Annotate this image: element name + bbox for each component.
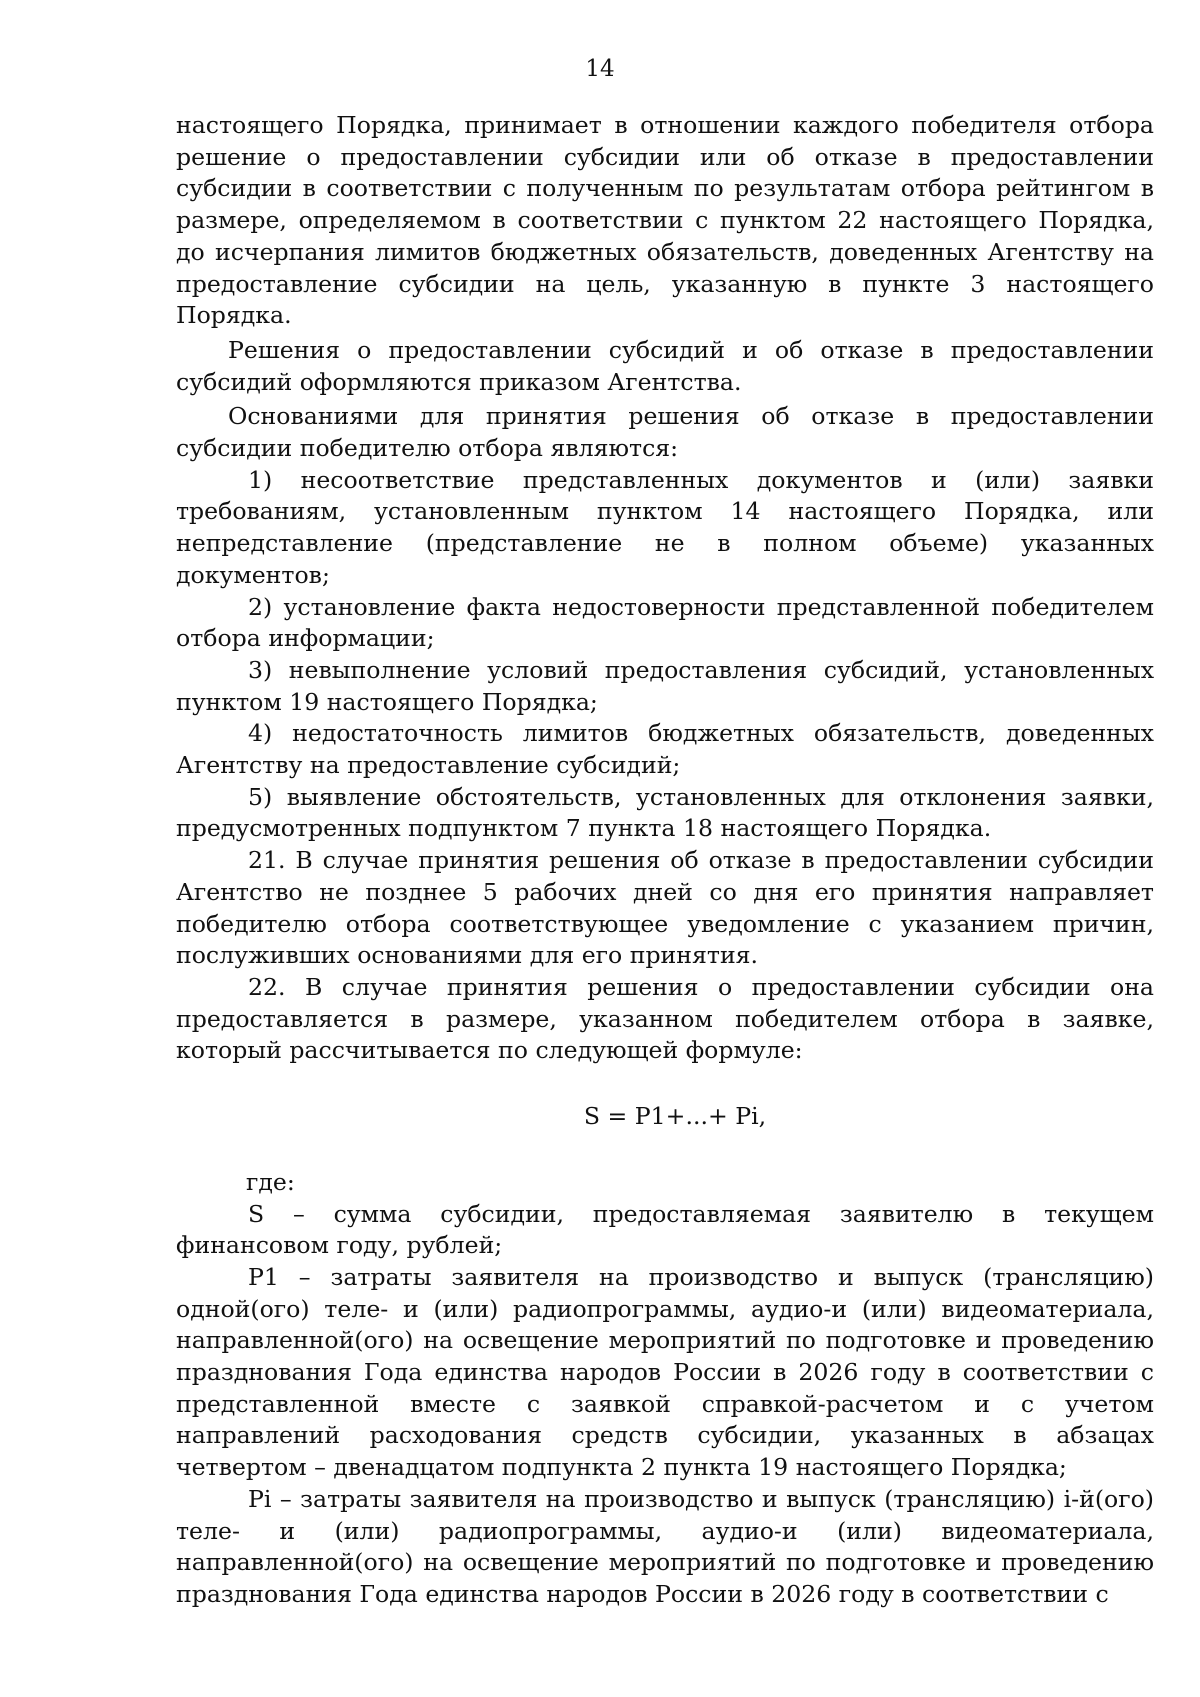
definition-pi: Pi – затраты заявителя на производство и выпуск (трансляцию) i-й(ого) теле- и (или) радиопрограммы, аудио-и (или) видеоматериала, направленной(ого) на освещение мероприятий по подготовке и проведению празднования Года единства народов России в 2026 году в соответствии с (176, 1484, 1154, 1608)
document-body (176, 110, 1154, 1611)
paragraph-decisions: Решения о предоставлении субсидий и об отказе в предоставлении субсидий оформляются приказом Агентства. (176, 335, 1154, 396)
list-item-3: 3) невыполнение условий предоставления субсидий, установленных пунктом 19 настоящего Порядка; (176, 655, 1154, 716)
subsidy-formula: S = P1+...+ Pi, (583, 1102, 767, 1131)
list-item-2: 2) установление факта недостоверности представленной победителем отбора информации; (176, 592, 1154, 653)
list-item-1: 1) несоответствие представленных документов и (или) заявки требованиям, установленным пунктом 14 настоящего Порядка, или непредставление (представление не в полном объеме) указанных документов; (176, 465, 1154, 589)
paragraph-continuation: настоящего Порядка, принимает в отношении каждого победителя отбора решение о предоставлении субсидии или об отказе в предоставлении субсидии в соответствии с полученным по результатам отбора рейтингом в размере, определяемом в соответствии с пунктом 22 настоящего Порядка, до исчерпания лимитов бюджетных обязательств, доведенных Агентству на предоставление субсидии на цель, указанную в пункте 3 настоящего Порядка. (176, 111, 1154, 330)
definition-s: S – сумма субсидии, предоставляемая заявителю в текущем финансовом году, рублей; (176, 1199, 1154, 1260)
paragraph-grounds: Основаниями для принятия решения об отказе в предоставлении субсидии победителю отбора являются: (176, 402, 1154, 463)
clause-22: 22. В случае принятия решения о предоставлении субсидии она предоставляется в размере, указанном победителем отбора в заявке, который рассчитывается по следующей формуле: (176, 972, 1154, 1065)
clause-21: 21. В случае принятия решения об отказе в предоставлении субсидии Агентство не позднее 5 рабочих дней со дня его принятия направляет победителю отбора соответствующее уведомление с указанием причин, послуживших основаниями для его принятия. (176, 846, 1154, 970)
list-item-4: 4) недостаточность лимитов бюджетных обязательств, доведенных Агентству на предоставление субсидий; (176, 719, 1154, 780)
where-label: где: (246, 1167, 295, 1196)
list-item-5: 5) выявление обстоятельств, установленных для отклонения заявки, предусмотренных подпунктом 7 пункта 18 настоящего Порядка. (176, 782, 1154, 843)
page-number: 14 (585, 56, 615, 82)
definition-p1: P1 – затраты заявителя на производство и выпуск (трансляцию) одной(ого) теле- и (или) радиопрограммы, аудио-и (или) видеоматериала, направленной(ого) на освещение мероприятий по подготовке и проведению празднования Года единства народов России в 2026 году в соответствии с представленной вместе с заявкой справкой-расчетом и с учетом направлений расходования средств субсидии, указанных в абзацах четвертом – двенадцатом подпункта 2 пункта 19 настоящего Порядка; (176, 1262, 1154, 1482)
